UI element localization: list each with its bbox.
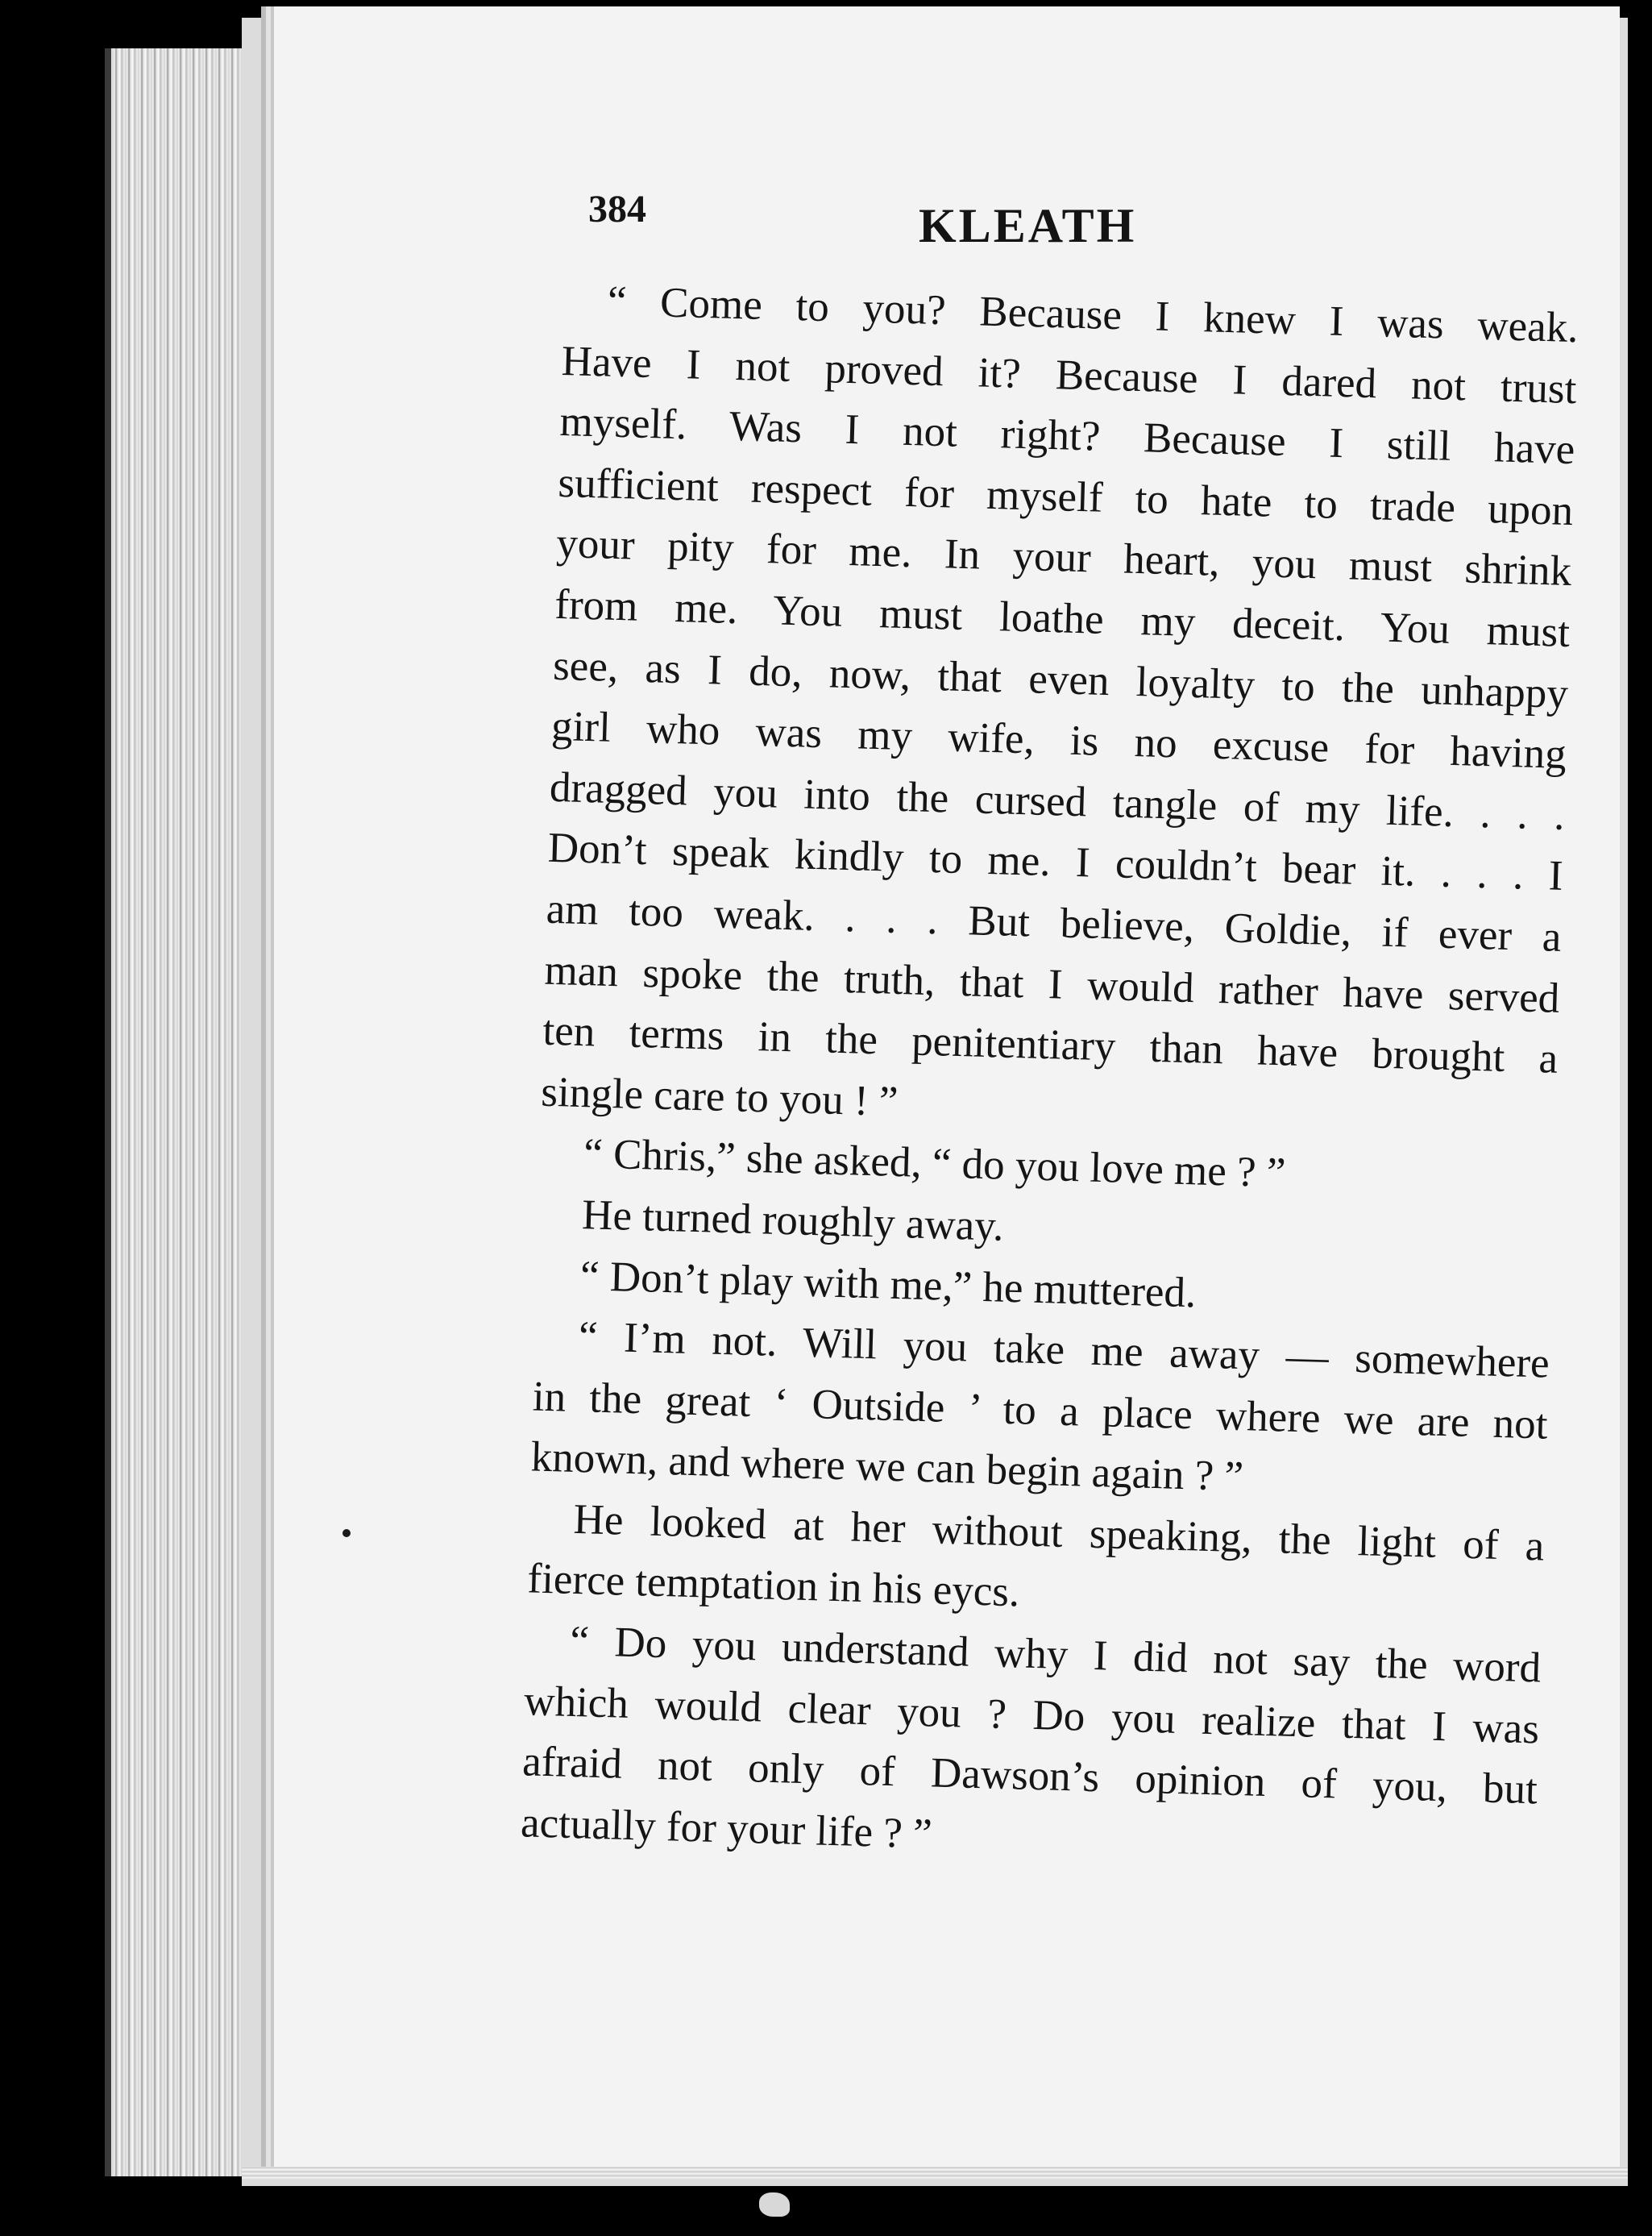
- text-line: sufficient respect for myself to hate to trade upon: [557, 459, 1574, 534]
- text-line: known, and where we can begin again ? ”: [530, 1433, 1244, 1501]
- text-line: girl who was my wife, is no excuse for having: [550, 702, 1567, 779]
- page-number: 384: [588, 188, 646, 231]
- text-line: He turned roughly away.: [581, 1191, 1005, 1250]
- text-line: “ Come to you? Because I knew I was weak.: [607, 277, 1579, 352]
- book-page-edges: [105, 48, 264, 2176]
- text-line: “ Chris,” she asked, “ do you love me ? ”: [583, 1130, 1287, 1197]
- text-line: fierce temptation in his eycs.: [526, 1555, 1020, 1616]
- text-line: He looked at her without speaking, the light of a: [572, 1495, 1546, 1570]
- text-line: which would clear you ? Do you realize that I was: [523, 1677, 1540, 1753]
- text-line: your pity for me. In your heart, you must shrink: [555, 520, 1572, 596]
- text-line: Have I not proved it? Because I dared not trust: [561, 337, 1578, 413]
- scan-mark: [759, 2192, 790, 2217]
- text-line: dragged you into the cursed tangle of my life. . . .: [549, 763, 1566, 839]
- text-line: man spoke the truth, that I would rather have served: [543, 946, 1561, 1022]
- text-line: actually for your life ? ”: [520, 1799, 933, 1858]
- ink-speck: [342, 1529, 351, 1537]
- text-line: ten terms in the penitentiary than have brought a: [542, 1007, 1559, 1083]
- text-line: “ Don’t play with me,” he muttered.: [579, 1252, 1197, 1316]
- text-line: myself. Was I not right? Because I still have: [558, 398, 1576, 474]
- text-line: afraid not only of Dawson’s opinion of you, but: [521, 1738, 1538, 1814]
- page-bottom-edges: [242, 2167, 1628, 2180]
- text-line: see, as I do, now, that even loyalty to the unhappy: [552, 642, 1569, 717]
- text-line: “ I’m not. Will you take me away — somewhere: [578, 1313, 1550, 1387]
- text-line: am too weak. . . . But believe, Goldie, if ever a: [546, 885, 1563, 961]
- text-line: “ Do you understand why I did not say the word: [569, 1617, 1542, 1692]
- text-line: single care to you ! ”: [540, 1068, 899, 1125]
- text-line: from me. You must loathe my deceit. You must: [554, 580, 1571, 656]
- running-head: KLEATH: [919, 199, 1137, 252]
- text-line: Don’t speak kindly to me. I couldn’t bear it. . . . I: [547, 825, 1564, 900]
- text-line: in the great ‘ Outside ’ to a place where we are not: [532, 1373, 1549, 1448]
- body-text: [520, 270, 1579, 1882]
